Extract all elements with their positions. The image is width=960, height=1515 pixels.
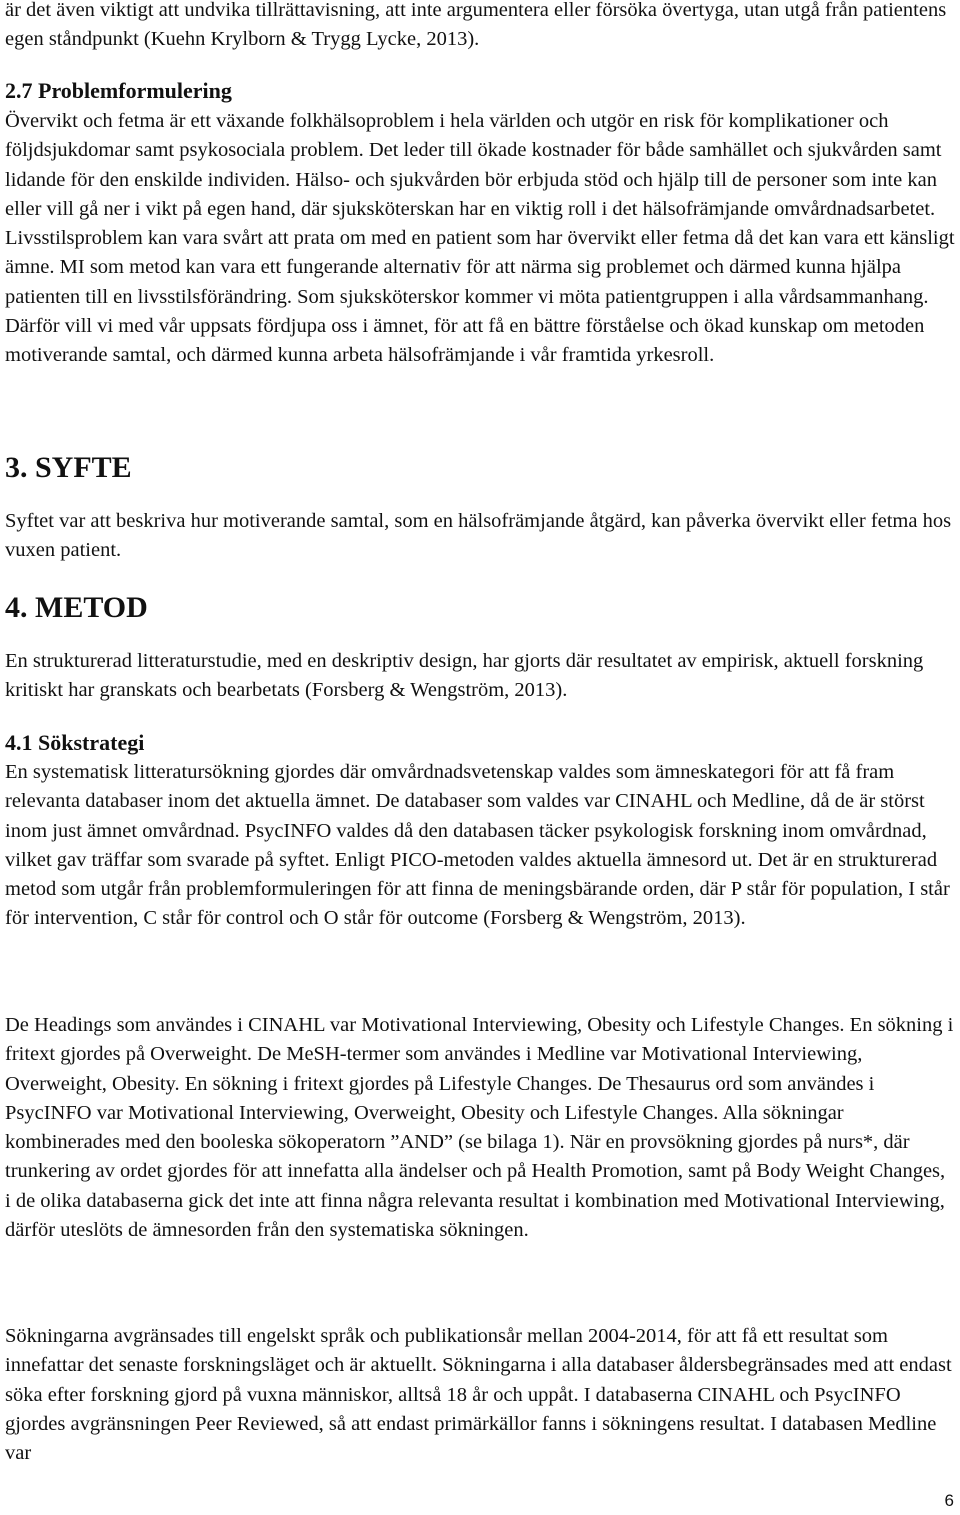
paragraph-problemformulering: Övervikt och fetma är ett växande folkhälsoproblem i hela världen och utgör en risk för komplikationer och följdsjukdomar samt psykosociala problem. Det leder till ökade kostnader för både samhället och sjukvården samt lidande för den enskilde individen. Hälso- och sjukvården bör erbjuda stöd och hjälp till de personer som inte kan eller vill gå ner i vikt på egen hand, där sjuksköterskan har en viktig roll i det hälsofrämjande omvårdnadsarbetet. Livsstilsproblem kan vara svårt att prata om med en patient som har övervikt eller fetma då det kan vara ett känsligt ämne. MI som metod kan vara ett fungerande alternativ för att närma sig problemet och därmed kunna hjälpa patienten till en livsstilsförändring. Som sjuksköterskor kommer vi möta patientgruppen i alla vårdsammanhang. Därför vill vi med vår uppsats fördjupa oss i ämnet, för att få en bättre förståelse och ökad kunskap om metoden motiverande samtal, och därmed kunna arbeta hälsofrämjande i vår framtida yrkesroll. bbox=[5, 110, 955, 367]
paragraph-sokstrategi-1: En systematisk litteratursökning gjordes där omvårdnadsvetenskap valdes som ämneskategori för att få fram relevanta databaser inom det aktuella ämnet. De databaser som valdes var CINAHL och Medline, då de är störst inom just ämnet omvårdnad. PsycINFO valdes då den databasen täcker psykologisk forskning inom omvårdnad, vilket gav träffar som svarade på syftet. Enligt PICO-metoden valdes aktuella ämnesord ut. Det är en strukturerad metod som utgår från problemformuleringen för att finna de meningsbärande orden, där P står för population, I står för intervention, C står för control och O står för outcome (Forsberg & Wengström, 2013). bbox=[5, 761, 950, 930]
paragraph-intro-continued: är det även viktigt att undvika tillrättavisning, att inte argumentera eller försöka övertyga, utan utgå från patientens egen ståndpunkt (Kuehn Krylborn & Trygg Lycke, 2013). bbox=[5, 0, 947, 51]
page-number: 6 bbox=[944, 1491, 954, 1510]
paragraph-sokstrategi-3: Sökningarna avgränsades till engelskt språk och publikationsår mellan 2004-2014, för att få ett resultat som innefattar det senaste forskningsläget och är aktuellt. Sökningarna i alla databaser åldersbegränsades med att endast söka efter forskning gjord på vuxna människor, alltså 18 år och uppåt. I databaserna CINAHL och PsycINFO gjordes avgränsningen Peer Reviewed, så att endast primärkällor fanns i sökningens resultat. I databasen Medline var bbox=[5, 1325, 952, 1465]
paragraph-metod: En strukturerad litteraturstudie, med en deskriptiv design, har gjorts där resultatet av empirisk, aktuell forskning kritiskt har granskats och bearbetats (Forsberg & Wengström, 2013). bbox=[5, 650, 924, 702]
paragraph-syfte: Syftet var att beskriva hur motiverande samtal, som en hälsofrämjande åtgärd, kan påverka övervikt eller fetma hos vuxen patient. bbox=[5, 510, 952, 562]
heading-problemformulering: 2.7 Problemformulering bbox=[5, 78, 232, 103]
paragraph-sokstrategi-2: De Headings som användes i CINAHL var Motivational Interviewing, Obesity och Lifestyle Changes. En sökning i fritext gjordes på Overweight. De MeSH-termer som användes i Medline var Motivational Interviewing, Overweight, Obesity. En sökning i fritext gjordes på Lifestyle Changes. De Thesaurus ord som användes i PsycINFO var Motivational Interviewing, Overweight, Obesity och Lifestyle Changes. Alla sökningar kombinerades med den booleska sökoperatorn ”AND” (se bilaga 1). När en provsökning gjordes på nurs*, där trunkering av ordet gjordes för att innefatta alla ändelser och på Health Promotion, samt på Body Weight Changes, i de olika databaserna gick det inte att finna några relevanta resultat i kombination med Motivational Interviewing, därför uteslöts de ämnesorden från den systematiska sökningen. bbox=[5, 1014, 954, 1242]
heading-syfte: 3. SYFTE bbox=[5, 451, 132, 484]
heading-metod: 4. METOD bbox=[5, 591, 148, 624]
heading-sokstrategi: 4.1 Sökstrategi bbox=[5, 730, 145, 755]
